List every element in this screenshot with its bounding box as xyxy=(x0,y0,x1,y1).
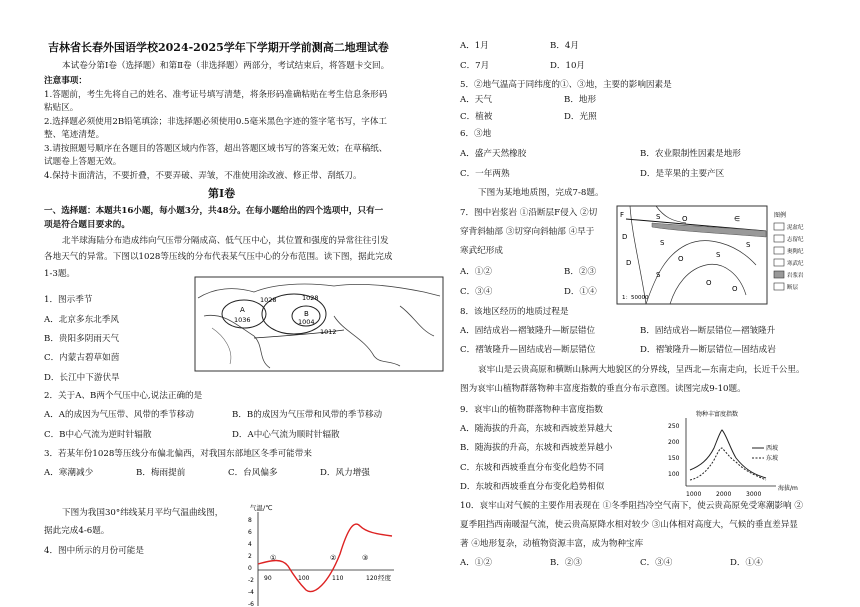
notice-line: 试题卷上答题无效。 xyxy=(44,157,122,167)
section-heading: 项是符合题目要求的。 xyxy=(44,220,130,230)
question-6: 6．③地 xyxy=(460,129,492,139)
q5-option-b[interactable]: B．地形 xyxy=(564,95,597,105)
x-tick-label: 1000 xyxy=(686,491,702,498)
question-10: 著 ④地形复杂，动植物资源丰富，成为物种宝库 xyxy=(460,539,644,549)
chart-xlabel: 经度 xyxy=(378,574,391,582)
stratum-letter: S xyxy=(660,239,665,247)
q4-option-a[interactable]: A．1月 xyxy=(460,41,489,51)
stratum-letter: F xyxy=(620,211,625,219)
legend-label: 断层 xyxy=(787,285,799,291)
material-text: 哀牢山是云贵高原和横断山脉两大地貌区的分界线，呈西北—东南走向，长近千公里。 xyxy=(478,365,805,375)
location-mark-2: ② xyxy=(330,554,337,562)
pressure-center-b: B xyxy=(304,310,309,318)
stratum-letter: S xyxy=(656,213,661,221)
center-a-value: 1036 xyxy=(234,316,251,324)
q10-option-a[interactable]: A．①② xyxy=(460,558,492,568)
q4-option-b[interactable]: B．4月 xyxy=(550,41,579,51)
isobar-label: 1028 xyxy=(260,296,277,304)
q7-option-c[interactable]: C．③④ xyxy=(460,287,493,297)
q2-option-b[interactable]: B．B的成因为气压带和风带的季节移动 xyxy=(232,410,383,420)
q6-option-b[interactable]: B．农业限制性因素是地形 xyxy=(640,149,741,159)
q8-option-a[interactable]: A．固结成岩—褶皱隆升—断层错位 xyxy=(460,326,596,336)
q7-option-d[interactable]: D．①④ xyxy=(564,287,597,297)
q1-option-c[interactable]: C．内蒙古碧草如茵 xyxy=(44,353,120,363)
notice-line: 3.请按照题号顺序在各题目的答题区域内作答，超出答题区域书写的答案无效；在草稿纸、 xyxy=(44,144,388,154)
q5-option-c[interactable]: C．植被 xyxy=(460,112,493,122)
q5-option-a[interactable]: A．天气 xyxy=(460,95,492,105)
legend-swatch xyxy=(774,283,784,290)
material-text: 1-3题。 xyxy=(44,269,76,279)
material-text: 下图为某地地质图，完成7-8题。 xyxy=(478,188,604,198)
q2-option-c[interactable]: C．B中心气流为逆时针辐散 xyxy=(44,430,152,440)
q6-option-a[interactable]: A．盛产天然橡胶 xyxy=(460,149,527,159)
q4-option-c[interactable]: C．7月 xyxy=(460,61,490,71)
legend-swatch xyxy=(774,247,784,254)
stratum-letter: O xyxy=(682,215,688,223)
map-frame xyxy=(195,277,443,371)
legend-swatch xyxy=(774,235,784,242)
y-tick-label: -6 xyxy=(248,601,254,607)
x-tick-label: 90 xyxy=(264,575,272,582)
chart-xlabel: 海拔/m xyxy=(778,485,798,492)
y-tick-label: 2 xyxy=(248,553,252,560)
question-3: 3．若某年份1028等压线分布偏北偏西，对我国东部地区冬季可能带来 xyxy=(44,449,312,459)
q9-option-b[interactable]: B．随海拔的升高，东坡和西坡差异越小 xyxy=(460,443,613,453)
question-1: 1．图示季节 xyxy=(44,295,93,305)
notice-title: 注意事项： xyxy=(44,76,87,86)
notice-line: 4.保持卡面清洁，不要折叠，不要弄破、弄皱，不准使用涂改液、修正带、刮纸刀。 xyxy=(44,171,362,181)
y-tick-label: 0 xyxy=(248,565,252,572)
x-tick-label: 2000 xyxy=(716,491,732,498)
species-richness-chart xyxy=(656,408,806,500)
q3-option-d[interactable]: D．风力增强 xyxy=(320,468,370,478)
geo-legend xyxy=(774,223,804,291)
question-7: 寒武纪形成 xyxy=(460,246,503,256)
q6-option-d[interactable]: D．是苹果的主要产区 xyxy=(640,169,725,179)
section-heading: 一、选择题：本题共16小题，每小题3分，共48分。在每小题给出的四个选项中，只有一 xyxy=(44,206,384,216)
stratum-letter: S xyxy=(746,241,751,249)
q3-option-b[interactable]: B．梅雨提前 xyxy=(136,468,186,478)
q8-option-c[interactable]: C．褶皱隆升—固结成岩—断层错位 xyxy=(460,345,596,355)
location-mark-1: ① xyxy=(270,554,277,562)
x-tick-label: 120 xyxy=(366,575,378,582)
y-tick-label: 6 xyxy=(248,529,252,536)
chart-ylabel: 气温/℃ xyxy=(250,504,273,512)
stratum-letter: S xyxy=(716,251,721,259)
stratum-letter: D xyxy=(626,259,632,267)
y-tick-label: 150 xyxy=(668,455,680,462)
chart-ylabel: 物种丰富度指数 xyxy=(696,411,739,418)
notice-line: 粘贴区。 xyxy=(44,103,79,113)
x-tick-label: 100 xyxy=(298,575,310,582)
q3-option-c[interactable]: C．台风偏多 xyxy=(228,468,278,478)
legend-swatch xyxy=(774,259,784,266)
stratum-letter: O xyxy=(706,279,712,287)
legend-east: 东坡 xyxy=(766,455,779,462)
legend-west: 西坡 xyxy=(766,445,779,452)
y-tick-label: 100 xyxy=(668,471,680,478)
q7-option-a[interactable]: A．①② xyxy=(460,267,492,277)
q7-option-b[interactable]: B．②③ xyxy=(564,267,597,277)
q2-option-d[interactable]: D．A中心气流为顺时针辐散 xyxy=(232,430,340,440)
q9-option-d[interactable]: D．东坡和西坡垂直分布变化趋势相似 xyxy=(460,482,605,492)
question-10: 夏季阻挡西南暖湿气流，使云贵高原降水相对较少 ③山体相对高度大，气候的垂直差异显 xyxy=(460,520,798,530)
q10-option-c[interactable]: C．③④ xyxy=(640,558,673,568)
q2-option-a[interactable]: A．A的成因为气压带、风带的季节移动 xyxy=(44,410,194,420)
q6-option-c[interactable]: C．一年两熟 xyxy=(460,169,510,179)
y-tick-label: 8 xyxy=(248,517,252,524)
q1-option-a[interactable]: A．北京多东北季风 xyxy=(44,315,119,325)
question-10: 10．哀牢山对气候的主要作用表现在 ①冬季阻挡冷空气南下，使云贵高原免受寒潮影响 ② xyxy=(460,501,803,511)
y-tick-label: -2 xyxy=(248,577,254,584)
q8-option-b[interactable]: B．固结成岩—断层错位—褶皱隆升 xyxy=(640,326,776,336)
q8-option-d[interactable]: D．褶皱隆升—断层错位—固结成岩 xyxy=(640,345,776,355)
q10-option-b[interactable]: B．②③ xyxy=(550,558,583,568)
q3-option-a[interactable]: A．寒潮减少 xyxy=(44,468,94,478)
legend-swatch xyxy=(774,223,784,230)
material-text: 北半球海陆分布造成纬向气压带分隔成高、低气压中心，其位置和强度的异常往往引发 xyxy=(62,236,389,246)
material-text: 各地天气的异常。下图以1028等压线的分布代表某气压中心的分布范围。读下图，据此完成 xyxy=(44,252,393,262)
legend-title: 图例 xyxy=(774,212,787,219)
notice-line: 整、笔迹清楚。 xyxy=(44,130,105,140)
y-tick-label: -4 xyxy=(248,589,254,596)
center-b-value: 1004 xyxy=(298,318,315,326)
stratum-letter: O xyxy=(732,285,738,293)
exam-title: 吉林省长春外国语学校2024-2025学年下学期开学前测高二地理试卷 xyxy=(48,41,389,54)
q9-option-a[interactable]: A．随海拔的升高，东坡和西坡差异越大 xyxy=(460,424,613,434)
legend-label: 泥盆纪 xyxy=(787,225,804,231)
material-text: 下图为我国30°纬线某月平均气温曲线图， xyxy=(62,508,224,518)
material-text: 图为哀牢山植物群落物种丰富度指数的垂直分布示意图。读图完成9-10题。 xyxy=(460,384,746,394)
x-ticks xyxy=(686,491,761,498)
q1-option-d[interactable]: D．长江中下游伏旱 xyxy=(44,373,120,383)
x-tick-label: 110 xyxy=(332,575,344,582)
question-7: 7．图中岩浆岩 ①沿断层F侵入 ②切 xyxy=(460,208,598,218)
y-tick-label: 250 xyxy=(668,423,680,430)
x-ticks xyxy=(264,575,378,582)
stratum-letter: D xyxy=(622,233,628,241)
intro-text: 本试卷分第Ⅰ卷（选择题）和第Ⅱ卷（非选择题）两部分，考试结束后，将答题卡交回。 xyxy=(62,61,390,71)
question-4: 4．图中所示的月份可能是 xyxy=(44,546,144,556)
isobar-label: 1028 xyxy=(302,294,319,302)
geological-map xyxy=(616,205,816,305)
x-tick-label: 3000 xyxy=(746,491,762,498)
y-ticks xyxy=(248,517,254,607)
q10-option-d[interactable]: D．①④ xyxy=(730,558,763,568)
y-tick-label: 4 xyxy=(248,541,252,548)
question-7: 穿背斜轴部 ③切穿向斜轴部 ④早于 xyxy=(460,227,595,237)
volume-heading: 第Ⅰ卷 xyxy=(208,187,236,200)
isobar-label: 1012 xyxy=(320,328,337,336)
y-tick-label: 200 xyxy=(668,439,680,446)
q1-option-b[interactable]: B．贵阳多阴雨天气 xyxy=(44,334,120,344)
q5-option-d[interactable]: D．光照 xyxy=(564,112,597,122)
q9-option-c[interactable]: C．东坡和西坡垂直分布变化趋势不同 xyxy=(460,463,605,473)
question-8: 8．该地区经历的地质过程是 xyxy=(460,307,569,317)
legend-swatch xyxy=(774,271,784,278)
question-9: 9．哀牢山的植物群落物种丰富度指数 xyxy=(460,405,603,415)
legend-label: 岩浆岩 xyxy=(787,273,804,279)
geo-frame xyxy=(617,206,767,304)
stratum-letter: O xyxy=(678,255,684,263)
q4-option-d[interactable]: D．10月 xyxy=(550,61,586,71)
y-ticks xyxy=(668,423,680,478)
pressure-center-a: A xyxy=(240,306,245,314)
legend-label: 志留纪 xyxy=(787,237,804,243)
material-text: 据此完成4-6题。 xyxy=(44,526,110,536)
west-slope-line xyxy=(690,430,766,478)
legend-label: 奥陶纪 xyxy=(787,249,804,255)
notice-line: 1.答题前，考生先将自己的姓名、准考证号填写清楚，将条形码准确粘贴在考生信息条形码 xyxy=(44,90,388,100)
pressure-map xyxy=(194,276,444,372)
legend-label: 寒武纪 xyxy=(787,261,804,267)
question-5: 5．②地气温高于同纬度的①、③地，主要的影响因素是 xyxy=(460,80,672,90)
stratum-letter: ∈ xyxy=(734,215,741,223)
notice-line: 2.选择题必须使用2B铅笔填涂；非选择题必须使用0.5毫米黑色字迹的签字笔书写，字体工 xyxy=(44,117,388,127)
question-2: 2．关于A、B两个气压中心,说法正确的是 xyxy=(44,391,203,401)
map-scale: 1：50000 xyxy=(622,295,649,301)
stratum-letter: S xyxy=(656,271,661,279)
location-mark-3: ③ xyxy=(362,554,369,562)
temperature-chart xyxy=(232,500,412,607)
